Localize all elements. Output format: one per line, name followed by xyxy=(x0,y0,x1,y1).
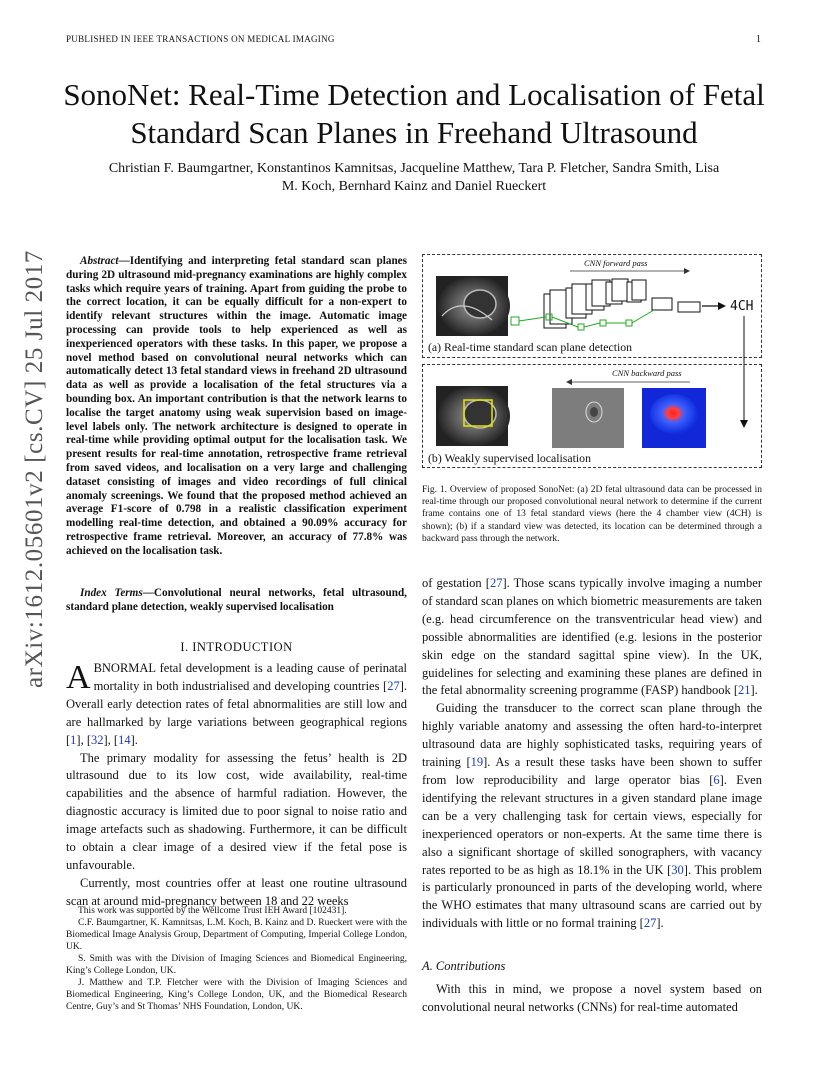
citation-link[interactable]: 21 xyxy=(738,683,751,698)
abstract-text: —Identifying and interpreting fetal standard scan planes during 2D ultrasound mid-pregnancy examinations are highly complex tasks which require years of training. Apart from guiding the probe to the correct location, it can be equally difficult for a non-expert to identify relevant structures within the image. Automatic image processing can provide tools to help experienced as well as inexperienced operators with these tasks. In this paper, we propose a novel method based on convolutional neural networks which can automatically detect 13 fetal standard views in freehand 2D ultrasound data as well as provide a localisation of the fetal structures via a bounding box. An important contribution is that the network learns to localise the target anatomy using weak supervision based on image-level labels only. The network architecture is designed to operate in real-time while providing optimal output for the localisation task. We present results for real-time annotation, retrospective frame retrieval from saved videos, and localisation on a very large and challenging dataset consisting of images and video recordings of full clinical anomaly screenings. We found that the proposed method achieved an average F1-score of 0.798 in a realistic classification experiment modelling real-time detection, and obtained a 90.09% accuracy for retrospective frame retrieval. Moreover, an accuracy of 77.8% was achieved on the localisation task. xyxy=(66,255,407,557)
footnote: This work was supported by the Wellcome Trust IEH Award [102431]. xyxy=(78,906,347,916)
citation-link[interactable]: 6 xyxy=(713,772,720,787)
text-run: ], [ xyxy=(76,732,91,747)
citation-link[interactable]: 30 xyxy=(671,862,684,877)
footnote: C.F. Baumgartner, K. Kamnitsas, L.M. Koch, B. Kainz and D. Rueckert were with the Biomedical Image Analysis Group, Department of Computing, Imperial College London, UK. xyxy=(66,918,407,952)
index-terms-label: Index Terms xyxy=(80,587,143,599)
forward-pass-label: CNN forward pass xyxy=(584,258,648,268)
text-run: Guiding the transducer to the correct scan plane through the highly variable anatomy and assessing the often hard-to-interpret ultrasound data are highly sophisticated tasks, requiring years of training [ xyxy=(422,701,762,770)
text-run: ]. xyxy=(656,916,664,931)
citation-link[interactable]: 1 xyxy=(70,732,77,747)
text-run: BNORMAL fetal development is a leading cause of perinatal mortality in both industrialised and developing countries [ xyxy=(93,661,407,693)
citation-link[interactable]: 14 xyxy=(118,732,131,747)
introduction-text xyxy=(66,660,407,911)
abstract-label: Abstract xyxy=(80,255,119,267)
text-run: ]. Even identifying the relevant structures in a given standard plane image can be a very challenging task for certain views, especially for inexperienced operators or non-experts. At the same time there is also a significant shortage of skilled sonographers, with vacancy rates reported to be as high as 18.1% in the UK [ xyxy=(422,772,762,877)
abstract xyxy=(66,255,407,559)
text-run: of gestation [ xyxy=(422,576,490,590)
text-run: ]. Those scans typically involve imaging a number of standard scan planes on which biometric measurements are taken (e.g. head circumference on the transventricular head view) and possible abnormalities are identified (e.g. lesions in the posterior skin edge on the standard sagittal spine view). In the UK, guidelines for selecting and examining these planes are defined in the fetal abnormality screening programme (FASP) handbook [ xyxy=(422,576,762,698)
contributions-paragraph: With this in mind, we propose a novel system based on convolutional neural networks (CNNs) for real-time automated xyxy=(422,982,762,1014)
contributions-text xyxy=(422,981,762,1017)
panel-b-label: (b) Weakly supervised localisation xyxy=(428,451,591,465)
drop-cap: A xyxy=(66,659,91,696)
index-terms-text: —Convolutional neural networks, fetal ultrasound, standard plane detection, weakly supervised localisation xyxy=(66,587,407,613)
text-run: ]. xyxy=(750,683,758,698)
intro-paragraph-3: Currently, most countries offer at least one routine ultrasound scan at around mid-pregnancy between 18 and 22 weeks xyxy=(66,875,407,908)
arxiv-identifier: arXiv:1612.05601v2 [cs.CV] 25 Jul 2017 xyxy=(21,249,48,689)
text-run: ], [ xyxy=(103,732,119,747)
intro-paragraph-1 xyxy=(66,660,407,750)
conv-layers xyxy=(544,279,700,328)
footnote: J. Matthew and T.P. Fletcher were with the Division of Imaging Sciences and Biomedical Engineering, King’s College London, UK, and the Biomedical Research Centre, Guy’s and St Thomas’ NHS Foundation, London, UK. xyxy=(66,978,407,1012)
section-heading: I. INTRODUCTION xyxy=(180,640,293,654)
citation-link[interactable]: 27 xyxy=(489,576,503,590)
footnote: S. Smith was with the Division of Imaging Sciences and Biomedical Engineering, King’s College London, UK. xyxy=(66,954,407,976)
panel-a-label: (a) Real-time standard scan plane detection xyxy=(428,340,633,354)
citation-link[interactable]: 19 xyxy=(470,755,484,770)
text-run: ]. Overall early detection rates of fetal abnormalities are still low and are hallmarked by large variations between geographical regions [ xyxy=(66,678,407,747)
intro-paragraph-2: The primary modality for assessing the fetus’ health is 2D ultrasound due to its low cost, wide availability, real-time capabilities and the absence of harmful radiation. However, the diagnostic accuracy is limited due to poor signal to noise ratio and image artefacts such as shadowing. Furthermore, it can be difficult to obtain a clear image of a desired view if the fetal pose is unfavourable. xyxy=(66,750,407,872)
citation-link[interactable]: 32 xyxy=(91,732,104,747)
right-paragraph-1 xyxy=(422,575,762,700)
citation-link[interactable]: 27 xyxy=(643,916,657,931)
subsection-heading: A. Contributions xyxy=(422,959,506,973)
right-paragraph-2 xyxy=(422,700,762,933)
index-terms xyxy=(66,587,407,615)
citation-link[interactable]: 27 xyxy=(387,678,400,693)
footnotes xyxy=(66,905,407,1013)
output-class-label: 4CH xyxy=(730,299,754,314)
text-run: ]. As a result these tasks have been shown to suffer from low reproducibility and large operator bias [ xyxy=(422,755,762,787)
journal-header: PUBLISHED IN IEEE TRANSACTIONS ON MEDICAL IMAGING xyxy=(66,34,335,44)
right-column-text xyxy=(422,575,762,933)
backward-pass-label: CNN backward pass xyxy=(612,368,682,378)
text-run: ]. This problem is particularly pronounced in parts of the developing world, where the WHO estimates that many ultrasound scans are carried out by individuals with little or no formal training [ xyxy=(422,862,762,931)
author-list: Christian F. Baumgartner, Konstantinos Kamnitsas, Jacqueline Matthew, Tara P. Fletcher, Sandra Smith, Lisa M. Koch, Bernhard Kainz and Daniel Rueckert xyxy=(108,161,720,194)
text-run: ]. xyxy=(130,732,138,747)
paper-title: SonoNet: Real-Time Detection and Localisation of Fetal Standard Scan Planes in Freehand Ultrasound xyxy=(63,77,765,150)
page-number: 1 xyxy=(756,34,761,45)
figure-1 xyxy=(422,254,762,468)
figure-caption: Fig. 1. Overview of proposed SonoNet: (a) 2D fetal ultrasound data can be processed in real-time through our proposed convolutional neural network to determine if the current frame contains one of 13 fetal standard views (here the 4 chamber view (4CH) is shown); (b) if a standard view was detected, its location can be determined through a backward pass through the network. xyxy=(422,485,762,544)
